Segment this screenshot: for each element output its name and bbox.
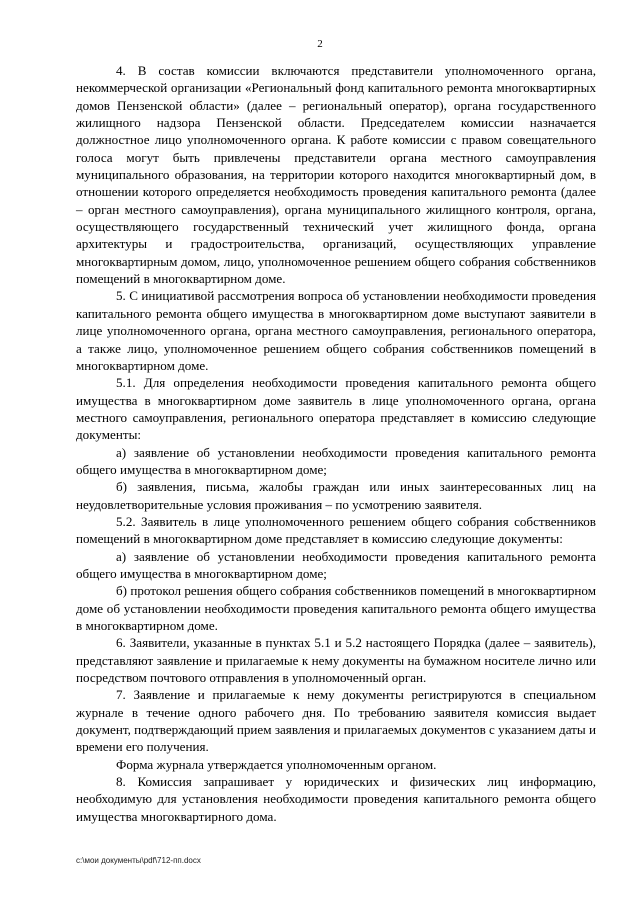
paragraph-7-journal: Форма журнала утверждается уполномоченным органом. (116, 756, 437, 772)
paragraph-4: 4. В состав комиссии включаются представители уполномоченного органа, некоммерческой организации «Региональный фонд капитального ремонта многоквартирных домов Пензенской области» (далее – региональный оператор), органа государственного жилищного надзора Пензенской области. Председателем комиссии назначается должностное лицо уполномоченного органа. К работе комиссии с правом совещательного голоса могут быть привлечены представители органа местного самоуправления муниципального образования, на территории которого находится многоквартирный дом, в отношении которого определяется необходимость проведения капитального ремонта (далее – орган местного самоуправления), органа муниципального жилищного контроля, органа, осуществляющего государственный технический учет жилищного фонда, органа архитектуры и градостроительства, организаций, осуществляющих управление многоквартирным домом, лицо, уполномоченное решением общего собрания собственников помещений в многоквартирном доме. (76, 63, 596, 287)
paragraph-5: 5. С инициативой рассмотрения вопроса об установлении необходимости проведения капитального ремонта общего имущества в многоквартирном доме выступают заявители в лице уполномоченного органа, органа местного самоуправления, регионального оператора, а также лицо, уполномоченное решением общего собрания собственников помещений в многоквартирном доме. (76, 288, 596, 373)
paragraph-6: 6. Заявители, указанные в пунктах 5.1 и 5.2 настоящего Порядка (далее – заявитель), представляют заявление и прилагаемые к нему документы на бумажном носителе лично или посредством почтового отправления в уполномоченный орган. (76, 635, 596, 686)
paragraph-5-1-b: б) заявления, письма, жалобы граждан или иных заинтересованных лиц на неудовлетворительные условия проживания – по усмотрению заявителя. (76, 479, 596, 512)
paragraph-5-2-b: б) протокол решения общего собрания собственников помещений в многоквартирном доме об установлении необходимости проведения капитального ремонта общего имущества в многоквартирном доме. (76, 583, 596, 633)
page-number: 2 (317, 38, 323, 50)
document-body (76, 62, 596, 825)
paragraph-5-2-a: а) заявление об установлении необходимости проведения капитального ремонта общего имущества в многоквартирном доме; (76, 548, 596, 581)
footer-file-path: c:\мои документы\pdf\712-пп.docx (76, 856, 201, 865)
paragraph-5-1-a: а) заявление об установлении необходимости проведения капитального ремонта общего имущества в многоквартирном доме; (76, 444, 596, 477)
paragraph-8: 8. Комиссия запрашивает у юридических и физических лиц информацию, необходимую для установления необходимости проведения капитального ремонта общего имущества многоквартирного дома. (76, 774, 596, 824)
paragraph-5-1: 5.1. Для определения необходимости проведения капитального ремонта общего имущества в многоквартирном доме заявитель в лице уполномоченного органа, органа местного самоуправления, регионального оператора представляет в комиссию следующие документы: (76, 375, 596, 443)
paragraph-5-2: 5.2. Заявитель в лице уполномоченного решением общего собрания собственников помещений в многоквартирном доме представляет в комиссию следующие документы: (76, 513, 596, 547)
paragraph-7: 7. Заявление и прилагаемые к нему документы регистрируются в специальном журнале в течение одного рабочего дня. По требованию заявителя комиссия выдает документ, подтверждающий прием заявления и прилагаемых документов с указанием даты и времени его получения. (76, 687, 596, 755)
